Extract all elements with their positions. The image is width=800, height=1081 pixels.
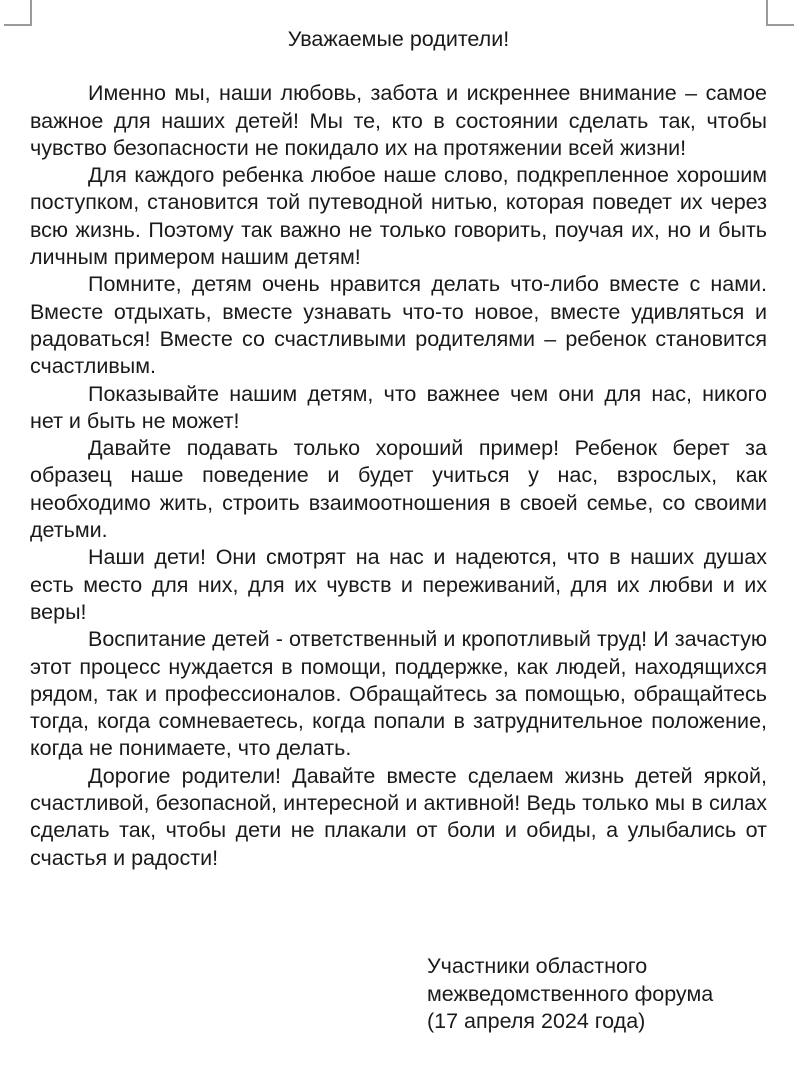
letter-title: Уважаемые родители! bbox=[287, 27, 510, 51]
paragraph-8: Дорогие родители! Давайте вместе сделаем жизнь детей яркой, счастливой, безопасной, интересной и активной! Ведь только мы в силах сделать так, чтобы дети не плакали от боли и обиды, а улыбались от счастья и радости! bbox=[30, 763, 767, 870]
paragraph-2: Для каждого ребенка любое наше слово, подкрепленное хорошим поступком, становится той путеводной нитью, которая поведет их через всю жизнь. Поэтому так важно не только говорить, поучая их, но и быть личным примером нашим детям! bbox=[30, 163, 767, 270]
signature-line-3: (17 апреля 2024 года) bbox=[427, 1009, 646, 1033]
paragraph-1: Именно мы, наши любовь, забота и искреннее внимание – самое важное для наших детей! Мы те, кто в состоянии сделать так, чтобы чувство безопасности не покидало их на протяжении всей жизни! bbox=[30, 81, 767, 160]
paragraph-7: Воспитание детей - ответственный и кропотливый труд! И зачастую этот процесс нуждается в помощи, поддержке, как людей, находящихся рядом, так и профессионалов. Обращайтесь за помощью, обращайтесь тогда, когда сомневаетесь, когда попали в затруднительное положение, когда не понимаете, что делать. bbox=[30, 627, 767, 761]
signature-line-2: межведомственного форума bbox=[427, 981, 714, 1006]
paragraph-4: Показывайте нашим детям, что важнее чем они для нас, никого нет и быть не может! bbox=[30, 381, 767, 433]
signature-line-1: Участники областного bbox=[427, 954, 648, 978]
page-corner-mark-left bbox=[4, 0, 32, 26]
letter-body bbox=[30, 26, 767, 872]
paragraph-3: Помните, детям очень нравится делать что-либо вместе с нами. Вместе отдыхать, вместе узнавать что-то новое, вместе удивляться и радоваться! Вместе со счастливыми родителями – ребенок становится счастливым. bbox=[30, 272, 767, 379]
paragraph-5: Давайте подавать только хороший пример! Ребенок берет за образец наше поведение и будет учиться у нас, взрослых, как необходимо жить, строить взаимоотношения в своей семье, со своими детьми. bbox=[30, 436, 767, 543]
signature-block bbox=[427, 953, 713, 1036]
page-corner-mark-right bbox=[766, 0, 794, 26]
paragraph-6: Наши дети! Они смотрят на нас и надеются, что в наших душах есть место для них, для их чувств и переживаний, для их любви и их веры! bbox=[30, 545, 767, 624]
